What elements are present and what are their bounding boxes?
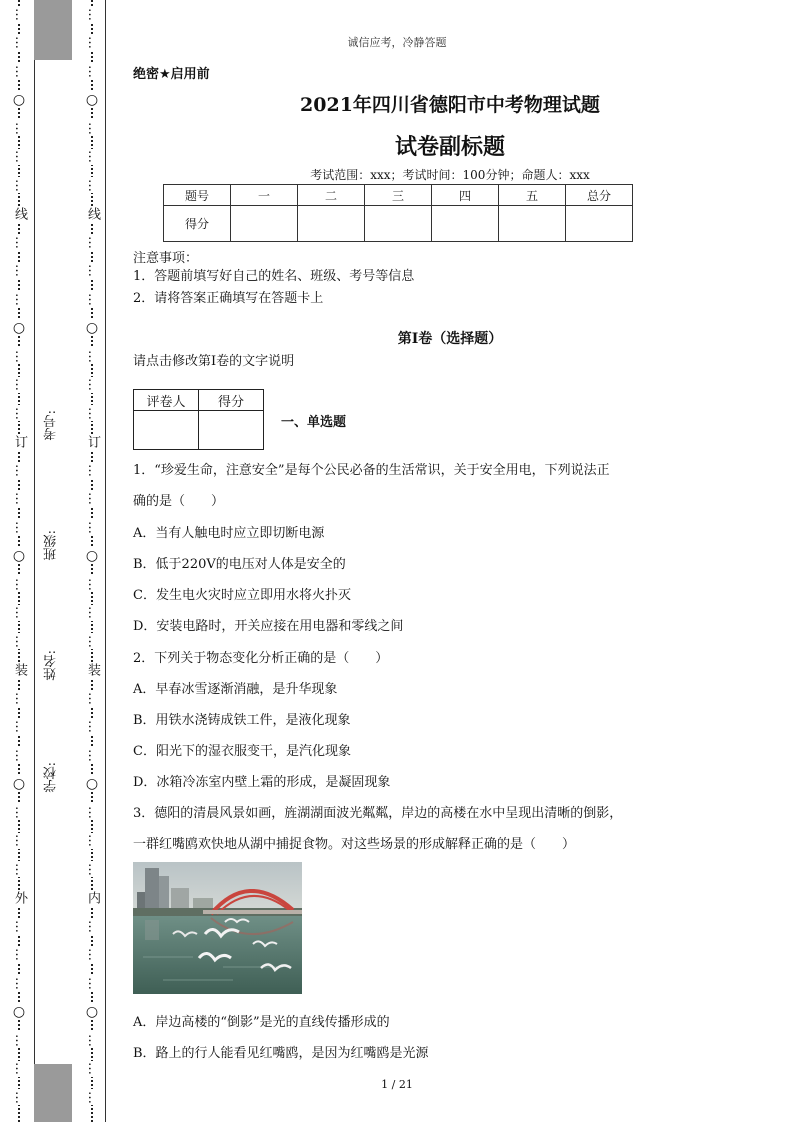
inner-dots-marker: … bbox=[85, 7, 100, 21]
notes-title: 注意事项： bbox=[133, 251, 199, 266]
exam-subtitle: 试卷副标题 bbox=[394, 135, 505, 160]
inner-dots-marker: … bbox=[85, 121, 100, 135]
outer-dots-marker: … bbox=[12, 178, 27, 192]
inner-circle-marker: ○ bbox=[85, 91, 99, 108]
inner-dots-marker: … bbox=[85, 577, 100, 591]
inner-dots-marker: … bbox=[85, 606, 100, 619]
binding-frame-left bbox=[34, 0, 35, 1122]
inner-dots-marker: … bbox=[85, 264, 100, 277]
grader-blank-row bbox=[134, 411, 264, 450]
exam-title: 2021年四川省德阳市中考物理试题 bbox=[300, 94, 600, 116]
inner-dots-marker: … bbox=[85, 748, 100, 762]
outer-dots-marker: … bbox=[12, 634, 27, 648]
inner-dots-marker: … bbox=[85, 1033, 100, 1047]
confidential-mark: 绝密★启用前 bbox=[133, 67, 210, 82]
inner-dots-marker: … bbox=[85, 834, 100, 847]
outer-dots-marker: … bbox=[12, 235, 27, 249]
outer-cut-label: 装 bbox=[12, 663, 27, 676]
outer-dots-marker: … bbox=[12, 1090, 27, 1104]
outer-dots-marker: … bbox=[12, 264, 27, 277]
inner-dots-marker: … bbox=[85, 520, 100, 534]
outer-dots-marker: … bbox=[12, 577, 27, 591]
question-3-text: 3．德阳的清晨风景如画，旌湖湖面波光粼粼，岸边的高楼在水中呈现出清晰的倒影， bbox=[133, 806, 623, 821]
question-3-text: 一群红嘴鸥欢快地从湖中捕捉食物。对这些场景的形成解释正确的是（ ） bbox=[133, 837, 576, 852]
inner-cut-label: 订 bbox=[85, 435, 100, 448]
outer-dots-marker: … bbox=[12, 406, 27, 420]
page-number: 1 / 21 bbox=[381, 1078, 413, 1091]
score-header-cell: 一 bbox=[231, 185, 298, 206]
score-header-cell: 五 bbox=[499, 185, 566, 206]
inner-cut-label: 线 bbox=[85, 207, 100, 220]
grader-table bbox=[133, 389, 264, 450]
inner-dots-marker: … bbox=[85, 862, 100, 876]
outer-dots-marker: … bbox=[12, 691, 27, 705]
inner-dots-marker: … bbox=[85, 919, 100, 933]
question-3-option: B．路上的行人能看见红嘴鸥，是因为红嘴鸥是光源 bbox=[133, 1046, 429, 1061]
question-2-option: C．阳光下的湿衣服变干，是汽化现象 bbox=[133, 744, 351, 759]
section-heading: 第I卷（选择题） bbox=[397, 331, 503, 347]
outer-dots-marker: … bbox=[12, 1062, 27, 1075]
note-item: 2．请将答案正确填写在答题卡上 bbox=[133, 291, 324, 306]
outer-dots-marker: … bbox=[12, 834, 27, 847]
outer-dots-marker: … bbox=[12, 349, 27, 363]
inner-dots-marker: … bbox=[85, 976, 100, 990]
binding-gray-bar-bottom bbox=[34, 1064, 72, 1122]
question-1-option: B．低于220V的电压对人体是安全的 bbox=[133, 557, 346, 572]
student-id-label: 考号: bbox=[44, 410, 59, 441]
section-description: 请点击修改第I卷的文字说明 bbox=[133, 354, 295, 369]
outer-dots-marker: … bbox=[12, 805, 27, 819]
outer-cut-label: 订 bbox=[12, 435, 27, 448]
outer-dots-marker: … bbox=[12, 492, 27, 505]
inner-dots-marker: … bbox=[85, 948, 100, 961]
inner-dots-marker: … bbox=[85, 64, 100, 78]
score-blank-cell bbox=[566, 206, 633, 242]
score-blank-cell bbox=[499, 206, 566, 242]
grader-header-cell: 评卷人 bbox=[134, 390, 199, 411]
inner-dots-marker: … bbox=[85, 720, 100, 733]
question-1-text: 确的是（ ） bbox=[133, 494, 225, 509]
outer-cut-label: 外 bbox=[12, 891, 27, 904]
inner-circle-marker: ○ bbox=[85, 1003, 99, 1020]
inner-dots-marker: … bbox=[85, 691, 100, 705]
outer-dots-marker: … bbox=[12, 150, 27, 163]
question-2-option: D．冰箱冷冻室内壁上霜的形成，是凝固现象 bbox=[133, 775, 391, 790]
score-blank-cell bbox=[365, 206, 432, 242]
score-header-cell: 题号 bbox=[164, 185, 231, 206]
outer-circle-marker: ○ bbox=[12, 319, 26, 336]
score-blank-cell bbox=[432, 206, 499, 242]
inner-dots-marker: … bbox=[85, 292, 100, 306]
score-blank-cell bbox=[231, 206, 298, 242]
outer-dots-marker: … bbox=[12, 378, 27, 391]
inner-circle-marker: ○ bbox=[85, 775, 99, 792]
inner-dots-marker: … bbox=[85, 1090, 100, 1104]
inner-dots-marker: … bbox=[85, 805, 100, 819]
score-header-cell: 四 bbox=[432, 185, 499, 206]
school-label: 学校: bbox=[44, 762, 59, 793]
lake-bridge-gulls-photo bbox=[133, 862, 302, 994]
inner-circle-marker: ○ bbox=[85, 319, 99, 336]
question-2-option: B．用铁水浇铸成铁工件，是液化现象 bbox=[133, 713, 351, 728]
outer-dots-marker: … bbox=[12, 292, 27, 306]
page-header: 诚信应考，冷静答题 bbox=[347, 36, 447, 49]
outer-dots-marker: … bbox=[12, 976, 27, 990]
question-1-option: C．发生电火灾时应立即用水将火扑灭 bbox=[133, 588, 351, 603]
inner-dots-marker: … bbox=[85, 378, 100, 391]
inner-dots-marker: … bbox=[85, 349, 100, 363]
question-1-text: 1．“珍爱生命，注意安全”是每个公民必备的生活常识，关于安全用电，下列说法正 bbox=[133, 463, 610, 478]
outer-dots-marker: … bbox=[12, 919, 27, 933]
outer-dots-marker: … bbox=[12, 1033, 27, 1047]
outer-dots-marker: … bbox=[12, 463, 27, 477]
question-1-option: D．安装电路时，开关应接在用电器和零线之间 bbox=[133, 619, 404, 634]
inner-cut-label: 内 bbox=[85, 891, 100, 904]
outer-dots-marker: … bbox=[12, 748, 27, 762]
outer-circle-marker: ○ bbox=[12, 1003, 26, 1020]
outer-dots-marker: … bbox=[12, 36, 27, 49]
score-header-cell: 三 bbox=[365, 185, 432, 206]
question-3-option: A．岸边高楼的“倒影”是光的直线传播形成的 bbox=[133, 1015, 390, 1030]
grader-header-row bbox=[134, 390, 264, 411]
inner-dots-marker: … bbox=[85, 150, 100, 163]
question-1-option: A．当有人触电时应立即切断电源 bbox=[133, 526, 325, 541]
grader-blank-cell bbox=[134, 411, 199, 450]
question-2-option: A．早春冰雪逐渐消融，是升华现象 bbox=[133, 682, 338, 697]
outer-dots-marker: … bbox=[12, 606, 27, 619]
exam-info: 考试范围：xxx；考试时间：100分钟；命题人：xxx bbox=[310, 168, 590, 182]
inner-dots-marker: … bbox=[85, 36, 100, 49]
score-header-cell: 总分 bbox=[566, 185, 633, 206]
binding-gray-bar-top bbox=[34, 0, 72, 60]
inner-dots-marker: … bbox=[85, 178, 100, 192]
inner-dots-marker: … bbox=[85, 634, 100, 648]
inner-dots-marker: … bbox=[85, 235, 100, 249]
score-header-cell: 二 bbox=[298, 185, 365, 206]
part-title: 一、单选题 bbox=[281, 415, 347, 430]
score-table-header-row bbox=[164, 185, 633, 206]
score-table bbox=[163, 184, 633, 242]
grader-header-cell: 得分 bbox=[199, 390, 264, 411]
outer-dots-marker: … bbox=[12, 948, 27, 961]
score-row-label: 得分 bbox=[164, 206, 231, 242]
outer-circle-marker: ○ bbox=[12, 91, 26, 108]
outer-dots-marker: … bbox=[12, 720, 27, 733]
note-item: 1．答题前填写好自己的姓名、班级、考号等信息 bbox=[133, 269, 415, 284]
score-blank-cell bbox=[298, 206, 365, 242]
outer-circle-marker: ○ bbox=[12, 775, 26, 792]
name-label: 姓名: bbox=[44, 650, 59, 681]
inner-dots-marker: … bbox=[85, 406, 100, 420]
outer-dots-marker: … bbox=[12, 862, 27, 876]
outer-dots-marker: … bbox=[12, 64, 27, 78]
inner-circle-marker: ○ bbox=[85, 547, 99, 564]
inner-dots-marker: … bbox=[85, 1062, 100, 1075]
score-table-score-row bbox=[164, 206, 633, 242]
grader-blank-cell bbox=[199, 411, 264, 450]
inner-dots-marker: … bbox=[85, 492, 100, 505]
inner-cut-label: 装 bbox=[85, 663, 100, 676]
question-2-text: 2．下列关于物态变化分析正确的是（ ） bbox=[133, 651, 389, 666]
inner-dots-marker: … bbox=[85, 463, 100, 477]
outer-circle-marker: ○ bbox=[12, 547, 26, 564]
outer-dots-marker: … bbox=[12, 520, 27, 534]
outer-dots-marker: … bbox=[12, 7, 27, 21]
outer-dots-marker: … bbox=[12, 121, 27, 135]
outer-cut-label: 线 bbox=[12, 207, 27, 220]
class-label: 班级: bbox=[44, 530, 59, 561]
